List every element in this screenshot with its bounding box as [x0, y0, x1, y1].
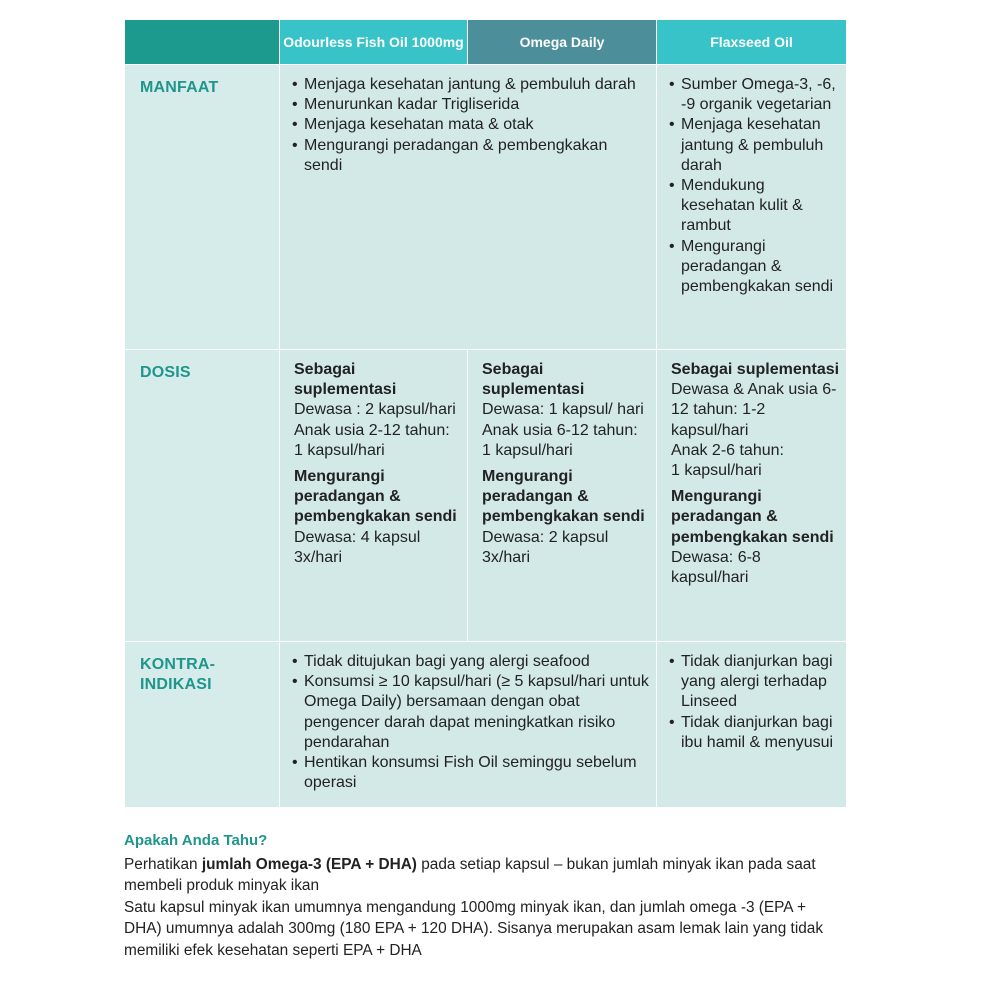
bullet-item: • Menurunkan kadar Trigliserida: [292, 95, 650, 115]
dosis-flax-joint: [671, 487, 840, 588]
row-label-dosis: DOSIS: [125, 350, 280, 642]
kontra-fish-omega: [280, 642, 657, 808]
dosis-title: Mengurangi peradangan & pembengkakan sendi: [671, 488, 834, 546]
row-label-kontra: [125, 642, 280, 808]
header-flaxseed-oil: Flaxseed Oil: [657, 20, 847, 65]
dosis-line: Anak usia 2-12 tahun:: [294, 421, 450, 439]
manfaat-flax-list: [669, 75, 840, 297]
did-you-know-paragraph-1: [124, 854, 844, 897]
bullet-item: • Tidak dianjurkan bagi yang alergi terhadap Linseed: [669, 652, 840, 713]
row-label-kontra-line1: KONTRA-: [140, 656, 216, 673]
dosis-fish: [280, 350, 468, 642]
dosis-title: Mengurangi peradangan & pembengkakan sendi: [294, 468, 457, 526]
dosis-omega-supp: [482, 360, 650, 461]
bullet-item: • Mengurangi peradangan & pembengkakan sendi: [292, 136, 650, 176]
bullet-item: • Menjaga kesehatan jantung & pembuluh darah: [292, 75, 650, 95]
dosis-line: Dewasa: 1 kapsul/ hari: [482, 401, 644, 419]
manfaat-flax: [657, 65, 847, 350]
row-manfaat: [125, 65, 847, 350]
dosis-flax: [657, 350, 847, 642]
dosis-line: Dewasa : 2 kapsul/hari: [294, 401, 456, 419]
kontra-fish-omega-list: [292, 652, 650, 793]
bullet-item: • Mendukung kesehatan kulit & rambut: [669, 176, 840, 237]
dosis-line: Dewasa: 2 kapsul 3x/hari: [482, 528, 609, 566]
dosis-line: Dewasa: 4 kapsul 3x/hari: [294, 528, 421, 566]
dosis-title: Sebagai suplementasi: [671, 361, 840, 378]
header-row: [125, 20, 847, 65]
paragraph-text: Perhatikan: [124, 855, 202, 873]
dosis-title: Sebagai suplementasi: [294, 361, 397, 399]
dosis-flax-supp: [671, 360, 840, 481]
dosis-fish-joint: [294, 467, 461, 568]
row-label-kontra-line2: INDIKASI: [140, 676, 212, 694]
kontra-flax-list: [669, 652, 840, 753]
dosis-fish-supp: [294, 360, 461, 461]
paragraph-bold-text: jumlah Omega-3 (EPA + DHA): [201, 855, 417, 873]
bullet-item: • Tidak dianjurkan bagi ibu hamil & menyusui: [669, 713, 840, 753]
did-you-know-title: Apakah Anda Tahu?: [124, 832, 268, 849]
dosis-line: 1 kapsul/hari: [671, 462, 762, 480]
bullet-item: • Sumber Omega-3, -6, -9 organik vegetarian: [669, 75, 840, 115]
did-you-know-paragraph-2: Satu kapsul minyak ikan umumnya mengandung 1000mg minyak ikan, dan jumlah omega -3 (EPA + DHA) umumnya adalah 300mg (180 EPA + 120 DHA). Sisanya merupakan asam lemak lain yang tidak memiliki efek kesehatan seperti EPA + DHA: [124, 898, 824, 959]
header-empty: [125, 20, 280, 65]
dosis-title: Mengurangi peradangan & pembengkakan sendi: [482, 468, 645, 526]
bullet-item: • Konsumsi ≥ 10 kapsul/hari (≥ 5 kapsul/hari untuk Omega Daily) bersamaan dengan obat pengencer darah dapat meningkatkan risiko pendarahan: [292, 672, 650, 753]
dosis-line: 1 kapsul/hari: [294, 441, 385, 459]
bullet-item: • Menjaga kesehatan jantung & pembuluh darah: [669, 115, 840, 176]
dosis-omega: [468, 350, 657, 642]
bullet-item: • Hentikan konsumsi Fish Oil seminggu sebelum operasi: [292, 753, 650, 793]
manfaat-fish-omega-list: [292, 75, 650, 176]
paragraph-text: pada setiap kapsul – bukan jumlah minyak ikan pada saat membeli produk minyak ikan: [124, 855, 816, 894]
row-label-manfaat: MANFAAT: [125, 65, 280, 350]
row-kontra: [125, 642, 847, 808]
bullet-item: • Tidak ditujukan bagi yang alergi seafood: [292, 652, 650, 672]
bullet-item: • Mengurangi peradangan & pembengkakan sendi: [669, 237, 840, 298]
comparison-table: [124, 19, 847, 808]
dosis-line: Anak usia 6-12 tahun:: [482, 421, 638, 439]
dosis-omega-joint: [482, 467, 650, 568]
manfaat-fish-omega: [280, 65, 657, 350]
row-dosis: [125, 350, 847, 642]
dosis-line: Dewasa: 6-8 kapsul/hari: [671, 548, 761, 587]
dosis-line: Dewasa & Anak usia 6-12 tahun: 1-2 kapsul/hari: [671, 381, 837, 439]
did-you-know-section: [124, 830, 844, 961]
kontra-flax: [657, 642, 847, 808]
bullet-item: • Menjaga kesehatan mata & otak: [292, 115, 650, 135]
dosis-line: 1 kapsul/hari: [482, 441, 573, 459]
header-omega-daily: Omega Daily: [468, 20, 657, 65]
header-fish-oil: Odourless Fish Oil 1000mg: [280, 20, 468, 65]
dosis-line: Anak 2-6 tahun:: [671, 441, 784, 459]
dosis-title: Sebagai suplementasi: [482, 361, 585, 399]
